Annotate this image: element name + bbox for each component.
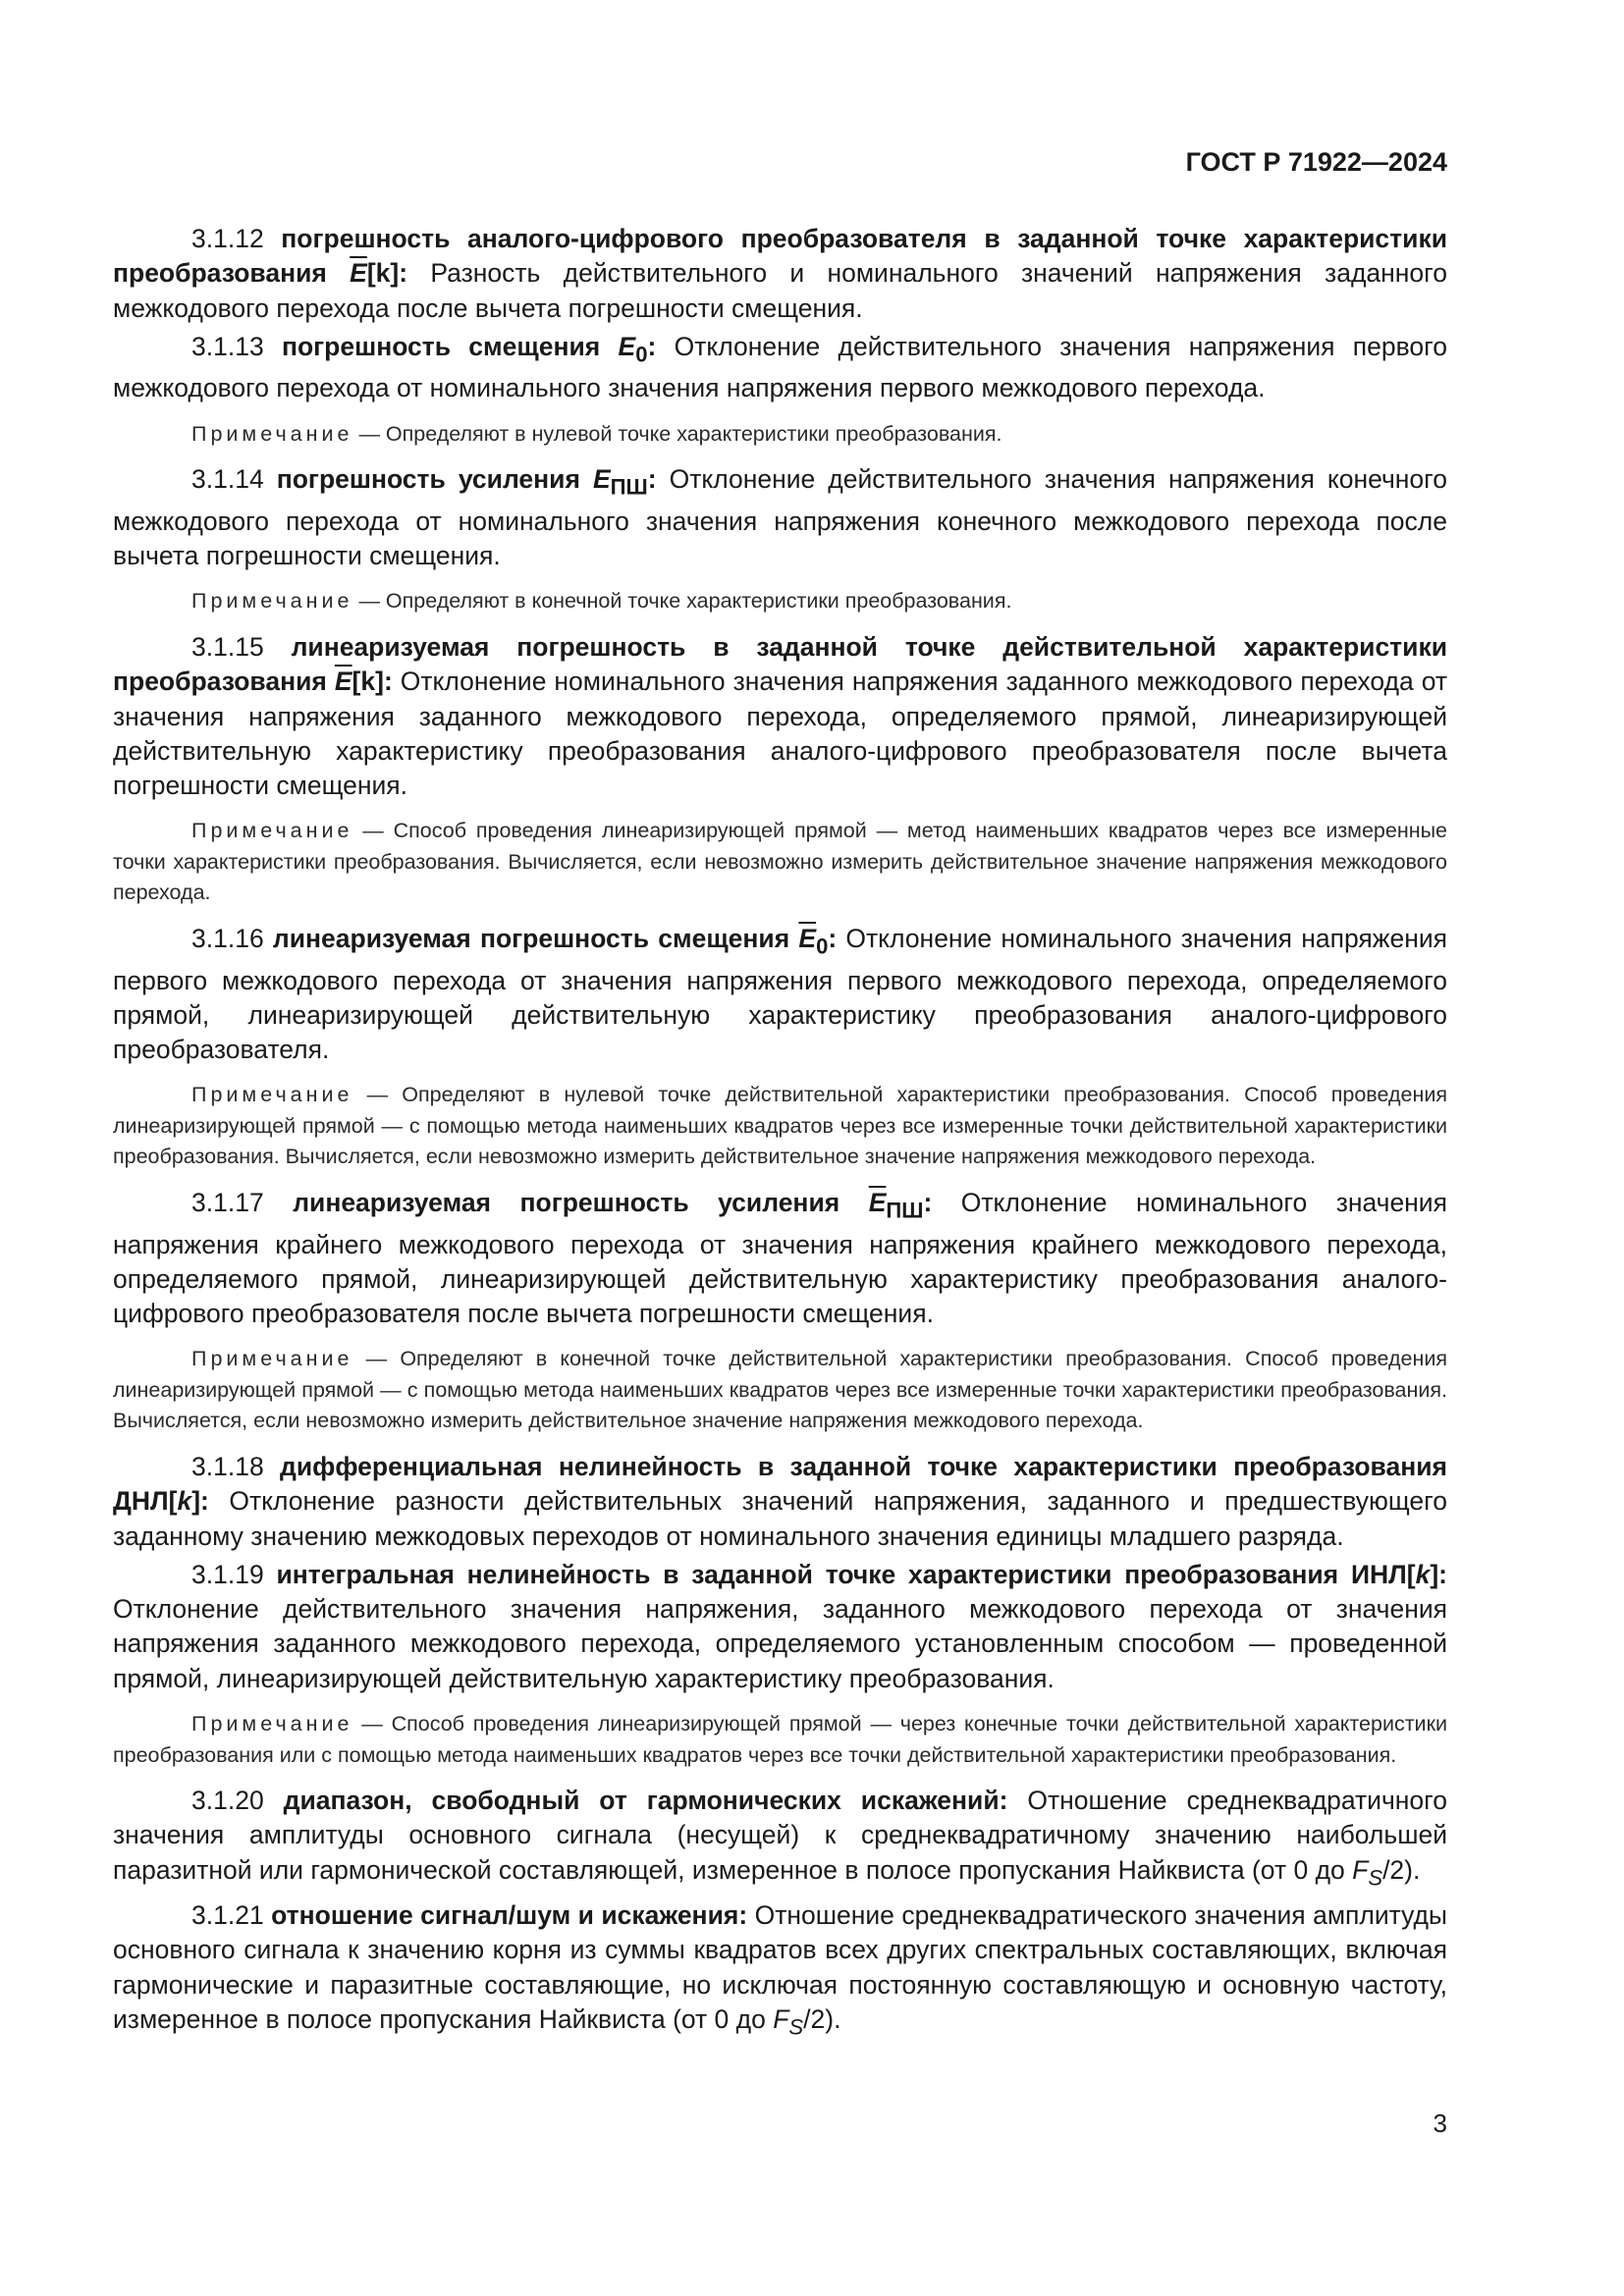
symbol-subscript: S [1368,1864,1383,1890]
term: погрешность смещения [281,331,601,361]
note-label: Примечание [191,1712,353,1735]
definition-3-1-18 [113,1450,1447,1554]
symbol-prefix: ДНЛ[ [113,1486,178,1517]
symbol-subscript: ПШ [610,474,648,500]
symbol-subscript: S [788,2014,804,2040]
term: погрешность аналого-цифрового преобразователя в заданной точке характеристики преобразования [113,224,1447,289]
symbol-tail: /2). [803,2004,841,2035]
term: линеаризуемая погрешность смещения [272,923,790,953]
definition-3-1-16: 3.1.16 линеаризуемая погрешность смещения $\overline{E}_0$: Отклонение номинального значения напряжения первого межкодового перехода от значения напряжения первого межкодового перехода, определяемого прямой, линеаризирующей действительную характеристику преобразования аналого-цифрового преобразователя. [113,923,1447,1065]
definition-text: Отклонение номинального значения напряжения заданного межкодового перехода от значения напряжения заданного межкодового перехода, определяемого прямой, линеаризирующей действительную характеристику преобразования аналого-цифрового преобразователя после вычета погрешности смещения. [113,667,1447,801]
definition-3-1-20 [113,1784,1447,1895]
document-header: ГОСТ Р 71922—2024 [1185,147,1447,177]
note [113,816,1447,909]
symbol-tail: /2). [1382,1854,1421,1885]
note-label: Примечание [191,819,353,843]
clause-number: 3.1.21 [191,1900,264,1931]
clause-number: 3.1.13 [191,331,264,361]
clause-number: 3.1.20 [191,1786,264,1815]
symbol-suffix: ]: [191,1486,209,1517]
definition-text: Отклонение разности действительных значений напряжения, заданного и предшествующего заданному значению межкодовых переходов от номинального значения единицы младшего разряда. [113,1486,1447,1551]
note-label: Примечание [191,1083,353,1107]
symbol: E [592,464,611,495]
definition-text: Отклонение номинального значения напряжения первого межкодового перехода от значения напряжения первого межкодового перехода, определяемого прямой, линеаризирующей действительную характеристику преобразования аналого-цифрового преобразователя. [113,923,1447,1065]
symbol-prefix: ИНЛ[ [1350,1559,1416,1589]
note [113,419,1447,451]
symbol-argument: [k] [366,258,400,289]
note-text: — Определяют в конечной точке действительной характеристики преобразования. Способ проведения линеаризирующей прямой — с помощью метода наименьших квадратов через все измеренные точки характеристики преобразования. Вычисляется, если невозможно измерить действительное значение напряжения межкодового перехода. [113,1347,1447,1433]
symbol-index: k [177,1486,192,1517]
clause-number: 3.1.16 [191,923,264,953]
term: интегральная нелинейность в заданной точке характеристики преобразования [276,1559,1339,1589]
definition-text: Отклонение действительного значения напряжения первого межкодового перехода от номинального значения напряжения первого межкодового перехода. [113,331,1447,403]
clause-number: 3.1.15 [191,631,264,662]
clause-number: 3.1.14 [191,464,264,495]
symbol-index: k [1415,1559,1431,1589]
definition-3-1-12: 3.1.12 погрешность аналого-цифрового преобразователя в заданной точке характеристики преобразования $\overline{E}[k]$: Разность действительного и номинального значений напряжения заданного межкодового перехода после вычета погрешности смещения. [113,224,1447,323]
symbol-suffix: ]: [1430,1559,1447,1589]
definition-text: Отклонение действительного значения напряжения конечного межкодового перехода от номинального значения напряжения конечного межкодового перехода после вычета погрешности смещения. [113,464,1447,571]
document-body [113,222,1447,2049]
note-text: — Определяют в нулевой точке действительной характеристики преобразования. Способ проведения линеаризирующей прямой — с помощью метода наименьших квадратов через все измеренные точки действительной характеристики преобразования. Вычисляется, если невозможно измерить действительное значение напряжения межкодового перехода. [113,1083,1447,1169]
clause-number: 3.1.19 [191,1559,264,1589]
definition-text: Отклонение номинального значения напряжения крайнего межкодового перехода от значения напряжения крайнего межкодового перехода, определяемого прямой, линеаризирующей действительную характеристику преобразования аналого-цифрового преобразователя после вычета погрешности смещения. [113,1187,1447,1329]
definition-3-1-15: 3.1.15 линеаризуемая погрешность в заданной точке действительной характеристики преобразования $\overline{E}[k]$: Отклонение номинального значения напряжения заданного межкодового перехода от значения напряжения заданного межкодового перехода, определяемого прямой, линеаризирующей действительную характеристику преобразования аналого-цифрового преобразователя после вычета погрешности смещения. [113,631,1447,801]
symbol: $\overline{E}$ [334,667,352,697]
symbol-subscript: ПШ [886,1198,924,1223]
symbol-subscript: 0 [635,342,648,367]
note-text: — Способ проведения линеаризирующей прямой — через конечные точки действительной характеристики преобразования или с помощью метода наименьших квадратов через все точки действительной характеристики преобразования. [113,1712,1447,1767]
note-text: — Определяют в нулевой точке характеристики преобразования. [358,421,1002,446]
term: линеаризуемая погрешность усиления [293,1187,840,1217]
symbol: F [773,2004,789,2035]
term: диапазон, свободный от гармонических искажений: [283,1786,1008,1815]
definition-3-1-19 [113,1558,1447,1696]
definition-3-1-17: 3.1.17 линеаризуемая погрешность усиления $\overline{E}_{ПШ}$: Отклонение номинального значения напряжения крайнего межкодового перехода от значения напряжения крайнего межкодового перехода, определяемого прямой, линеаризирующей действительную характеристику преобразования аналого-цифрового преобразователя после вычета погрешности смещения. [113,1187,1447,1329]
note [113,1080,1447,1173]
definition-3-1-21 [113,1898,1447,2044]
definition-text: Отношение среднеквадратичного значения амплитуды основного сигнала (несущей) к среднеквадратичному значению наибольшей паразитной или гармонической составляющей, измеренное в полосе пропускания Найквиста (от 0 до [113,1786,1447,1885]
clause-number: 3.1.17 [191,1187,264,1217]
symbol: $\overline{E}$ [868,1187,887,1217]
definition-3-1-13: 3.1.13 погрешность смещения $E_0$: Отклонение действительного значения напряжения первого межкодового перехода от номинального значения напряжения первого межкодового перехода. [113,331,1447,403]
term: дифференциальная нелинейность в заданной точке характеристики преобразования [280,1451,1447,1481]
note-label: Примечание [191,421,353,446]
symbol: $\overline{E}$ [798,923,817,953]
symbol: F [1352,1854,1369,1885]
term: отношение сигнал/шум и искажения: [271,1900,748,1931]
term: погрешность усиления [276,464,580,495]
symbol-subscript: 0 [816,934,829,959]
symbol-argument: [k] [352,667,384,697]
term: линеаризуемая погрешность в заданной точке действительной характеристики преобразования [113,631,1447,697]
symbol: E [618,331,636,361]
clause-number: 3.1.18 [191,1451,264,1481]
definition-text: Разность действительного и номинального значений напряжения заданного межкодового перехода после вычета погрешности смещения. [113,258,1447,323]
definition-3-1-14: 3.1.14 погрешность усиления $E_{ПШ}$: Отклонение действительного значения напряжения конечного межкодового перехода от номинального значения напряжения конечного межкодового перехода после вычета погрешности смещения. [113,464,1447,571]
note-label: Примечание [191,1347,353,1371]
definition-text: Отношение среднеквадратического значения амплитуды основного сигнала к значению корня из суммы квадратов всех других спектральных составляющих, включая гармонические и паразитные составляющие, но исключая постоянную составляющую и основную частоту, измеренное в полосе пропускания Найквиста (от 0 до [113,1900,1447,2035]
note-text: — Способ проведения линеаризирующей прямой — метод наименьших квадратов через все измеренные точки характеристики преобразования. Вычисляется, если невозможно измерить действительное значение напряжения межкодового перехода. [113,819,1447,905]
page-number: 3 [1433,2109,1447,2138]
note-text: — Определяют в конечной точке характеристики преобразования. [358,589,1012,614]
symbol: $\overline{E}$ [350,258,367,289]
definition-text: Отклонение действительного значения напряжения, заданного межкодового перехода от значения напряжения заданного межкодового перехода, определяемого установленным способом — проведенной прямой, линеаризирующей действительную характеристику преобразования. [113,1594,1447,1693]
note-label: Примечание [191,589,353,614]
note [113,586,1447,617]
note [113,1344,1447,1437]
clause-number: 3.1.12 [191,224,264,253]
note [113,1709,1447,1771]
